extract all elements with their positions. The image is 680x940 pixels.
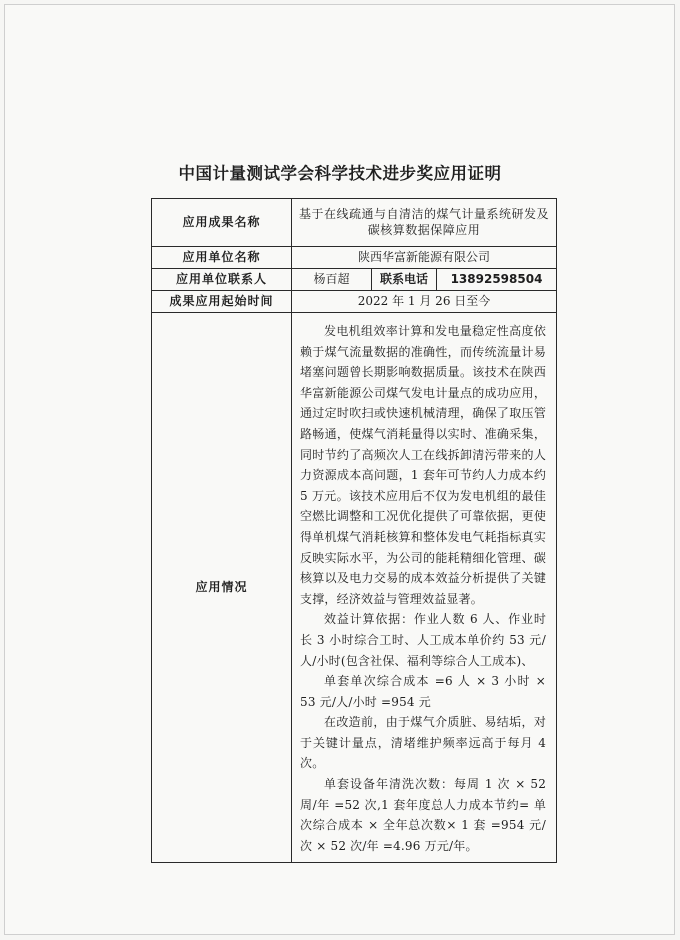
situation-paragraph: 单套设备年清洗次数：每周 1 次 × 52 周/年 =52 次,1 套年度总人力成本节约= 单次综合成本 × 全年总次数× 1 套 =954 元/次 × 52 次/年 =4.96 万元/年。 (300, 777, 547, 853)
certificate-table (151, 198, 557, 863)
achievement-label: 应用成果名称 (152, 199, 292, 247)
situation-content (292, 313, 557, 863)
situation-label: 应用情况 (152, 313, 292, 863)
start-time-label: 成果应用起始时间 (152, 291, 292, 313)
document-title: 中国计量测试学会科学技术进步奖应用证明 (178, 164, 502, 183)
row-situation (152, 313, 557, 863)
phone-value: 13892598504 (437, 269, 557, 291)
achievement-value: 基于在线疏通与自清洁的煤气计量系统研发及碳核算数据保障应用 (292, 199, 557, 247)
row-achievement (152, 199, 557, 247)
start-time-value: 2022 年 1 月 26 日至今 (292, 291, 557, 313)
unit-label: 应用单位名称 (152, 247, 292, 269)
contact-label: 应用单位联系人 (152, 269, 292, 291)
situation-paragraph: 单套单次综合成本 =6 人 × 3 小时 × 53 元/人/小时 =954 元 (300, 674, 547, 709)
row-unit (152, 247, 557, 269)
contact-name: 杨百超 (292, 269, 372, 291)
situation-paragraph: 效益计算依据：作业人数 6 人、作业时长 3 小时综合工时、人工成本单价约 53 元/人/小时(包含社保、福利等综合人工成本)、 (300, 612, 547, 668)
situation-paragraph: 在改造前，由于煤气介质脏、易结垢，对于关键计量点，清堵维护频率远高于每月 4 次。 (300, 715, 547, 771)
row-contact (152, 269, 557, 291)
row-start-time (152, 291, 557, 313)
phone-label: 联系电话 (372, 269, 437, 291)
unit-value: 陕西华富新能源有限公司 (292, 247, 557, 269)
situation-paragraph: 发电机组效率计算和发电量稳定性高度依赖于煤气流量数据的准确性，而传统流量计易堵塞问题曾长期影响数据质量。该技术在陕西华富新能源公司煤气发电计量点的成功应用，通过定时吹扫或快速机械清理，确保了取压管路畅通，使煤气消耗量得以实时、准确采集，同时节约了高频次人工在线拆卸清污带来的人力资源成本高问题，1 套年可节约人力成本约 5 万元。该技术应用后不仅为发电机组的最佳空燃比调整和工况优化提供了可靠依据，更使得单机煤气消耗核算和整体发电气耗指标真实反映实际水平，为公司的能耗精细化管理、碳核算以及电力交易的成本效益分析提供了关键支撑，经济效益与管理效益显著。 (300, 324, 547, 606)
